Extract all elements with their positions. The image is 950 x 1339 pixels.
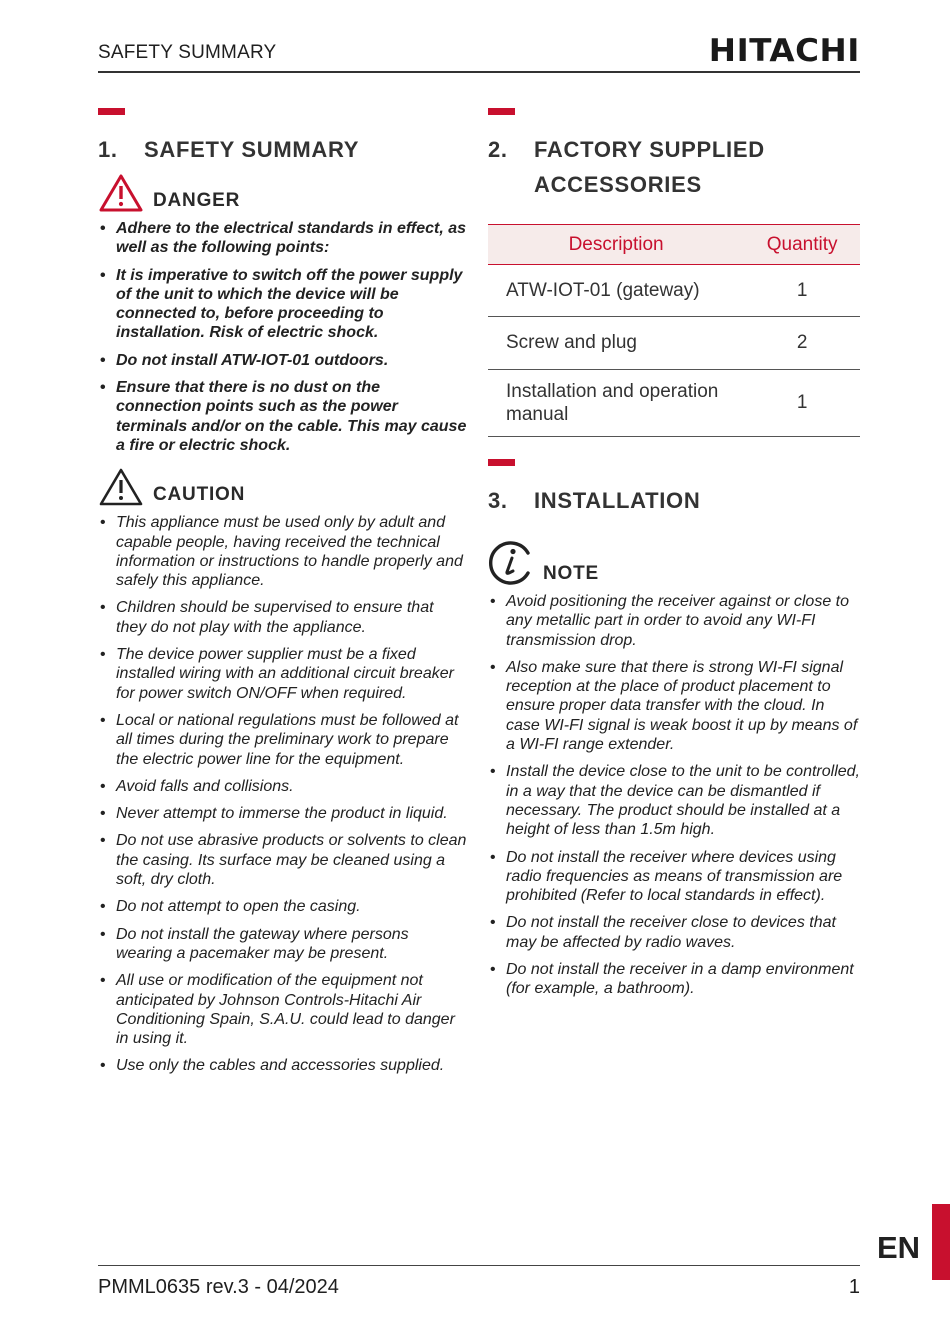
section-1-heading (98, 132, 468, 167)
danger-list (98, 219, 468, 455)
table-cell-description: Screw and plug (488, 317, 744, 370)
section-3-heading (488, 483, 860, 518)
list-item: • All use or modification of the equipment not anticipated by Johnson Controls-Hitachi Air Conditioning Spain, S.A.U. could lead to danger in using it. (98, 971, 468, 1048)
list-item: • Install the device close to the unit to be controlled, in a way that the device can be dismantled if necessary. The product should be installed at a height of less than 1.5m high. (488, 762, 860, 839)
document-reference: PMML0635 rev.3 - 04/2024 (98, 1276, 339, 1298)
left-column (98, 108, 468, 1084)
table-cell-description: ATW-IOT-01 (gateway) (488, 265, 744, 317)
list-item: • Avoid positioning the receiver against or close to any metallic part in order to avoid any WI-FI transmission drop. (488, 592, 860, 650)
table-row (488, 370, 860, 437)
list-item: • Use only the cables and accessories supplied. (98, 1056, 468, 1075)
language-tab-label: EN (877, 1230, 921, 1265)
column-header-quantity: Quantity (744, 225, 860, 265)
section-title (534, 132, 765, 202)
info-note-icon (488, 540, 534, 586)
section-marker (488, 108, 515, 115)
list-item: • This appliance must be used only by adult and capable people, having received the technical information or instructions to handle properly and safely this appliance. (98, 513, 468, 590)
footer-divider (98, 1265, 860, 1266)
section-2-heading (488, 132, 860, 202)
accessories-table (488, 224, 860, 437)
table-cell-quantity: 1 (744, 370, 860, 437)
list-item: • Do not attempt to open the casing. (98, 897, 468, 916)
table-cell-quantity: 1 (744, 265, 860, 317)
caution-heading (98, 467, 468, 507)
list-item: • Do not install ATW-IOT-01 outdoors. (98, 351, 468, 370)
list-item: • The device power supplier must be a fixed installed wiring with an additional circuit breaker for power switch ON/OFF when required. (98, 645, 468, 703)
list-item: • Ensure that there is no dust on the connection points such as the power terminals and/or on the cable. This may cause a fire or electric shock. (98, 378, 468, 455)
section-number: 3. (488, 488, 508, 513)
table-cell-description: Installation and operation manual (488, 370, 744, 437)
list-item: • Local or national regulations must be followed at all times during the preliminary work to prepare the electric power line for the equipment. (98, 711, 468, 769)
caution-warning-icon (98, 467, 144, 507)
list-item: • Do not install the receiver close to devices that may be affected by radio waves. (488, 913, 860, 952)
section-number: 1. (98, 137, 118, 162)
section-number: 2. (488, 137, 508, 162)
column-header-description: Description (488, 225, 744, 265)
header-divider (98, 71, 860, 73)
note-label: NOTE (543, 563, 599, 584)
right-column (488, 108, 860, 1007)
danger-label: DANGER (153, 190, 241, 211)
section-marker (488, 459, 515, 466)
list-item: • Do not install the receiver in a damp environment (for example, a bathroom). (488, 960, 860, 999)
table-row (488, 317, 860, 370)
section-title-line: ACCESSORIES (534, 172, 702, 197)
list-item: • Adhere to the electrical standards in effect, as well as the following points: (98, 219, 468, 258)
section-title-line: FACTORY SUPPLIED (534, 137, 765, 162)
note-list (488, 592, 860, 999)
table-row (488, 265, 860, 317)
danger-heading (98, 173, 468, 213)
list-item: • Children should be supervised to ensure that they do not play with the appliance. (98, 598, 468, 637)
danger-warning-icon (98, 173, 144, 213)
list-item: • Do not use abrasive products or solvents to clean the casing. Its surface may be cleaned using a soft, dry cloth. (98, 831, 468, 889)
page-number: 1 (848, 1276, 860, 1298)
language-tab-marker (932, 1204, 950, 1280)
list-item: • It is imperative to switch off the power supply of the unit to which the device will be connected to, before proceeding to installation. Risk of electric shock. (98, 266, 468, 343)
list-item: • Never attempt to immerse the product in liquid. (98, 804, 468, 823)
table-cell-quantity: 2 (744, 317, 860, 370)
list-item: • Do not install the receiver where devices using radio frequencies as means of transmission are prohibited (Refer to local standards in effect). (488, 848, 860, 906)
hitachi-logo: HITACHI (708, 33, 860, 69)
section-title: SAFETY SUMMARY (144, 137, 360, 162)
section-title: INSTALLATION (534, 488, 701, 513)
table-header-row (488, 225, 860, 265)
list-item: • Do not install the gateway where persons wearing a pacemaker may be present. (98, 925, 468, 964)
list-item: • Also make sure that there is strong WI-FI signal reception at the place of product placement to ensure proper data transfer with the cloud. In case WI-FI signal is weak boost it up by means of a WI-FI range extender. (488, 658, 860, 754)
header-section-title: SAFETY SUMMARY (98, 42, 277, 63)
caution-label: CAUTION (153, 484, 246, 506)
section-marker (98, 108, 125, 115)
caution-list (98, 513, 468, 1075)
note-heading (488, 540, 860, 586)
list-item: • Avoid falls and collisions. (98, 777, 468, 796)
